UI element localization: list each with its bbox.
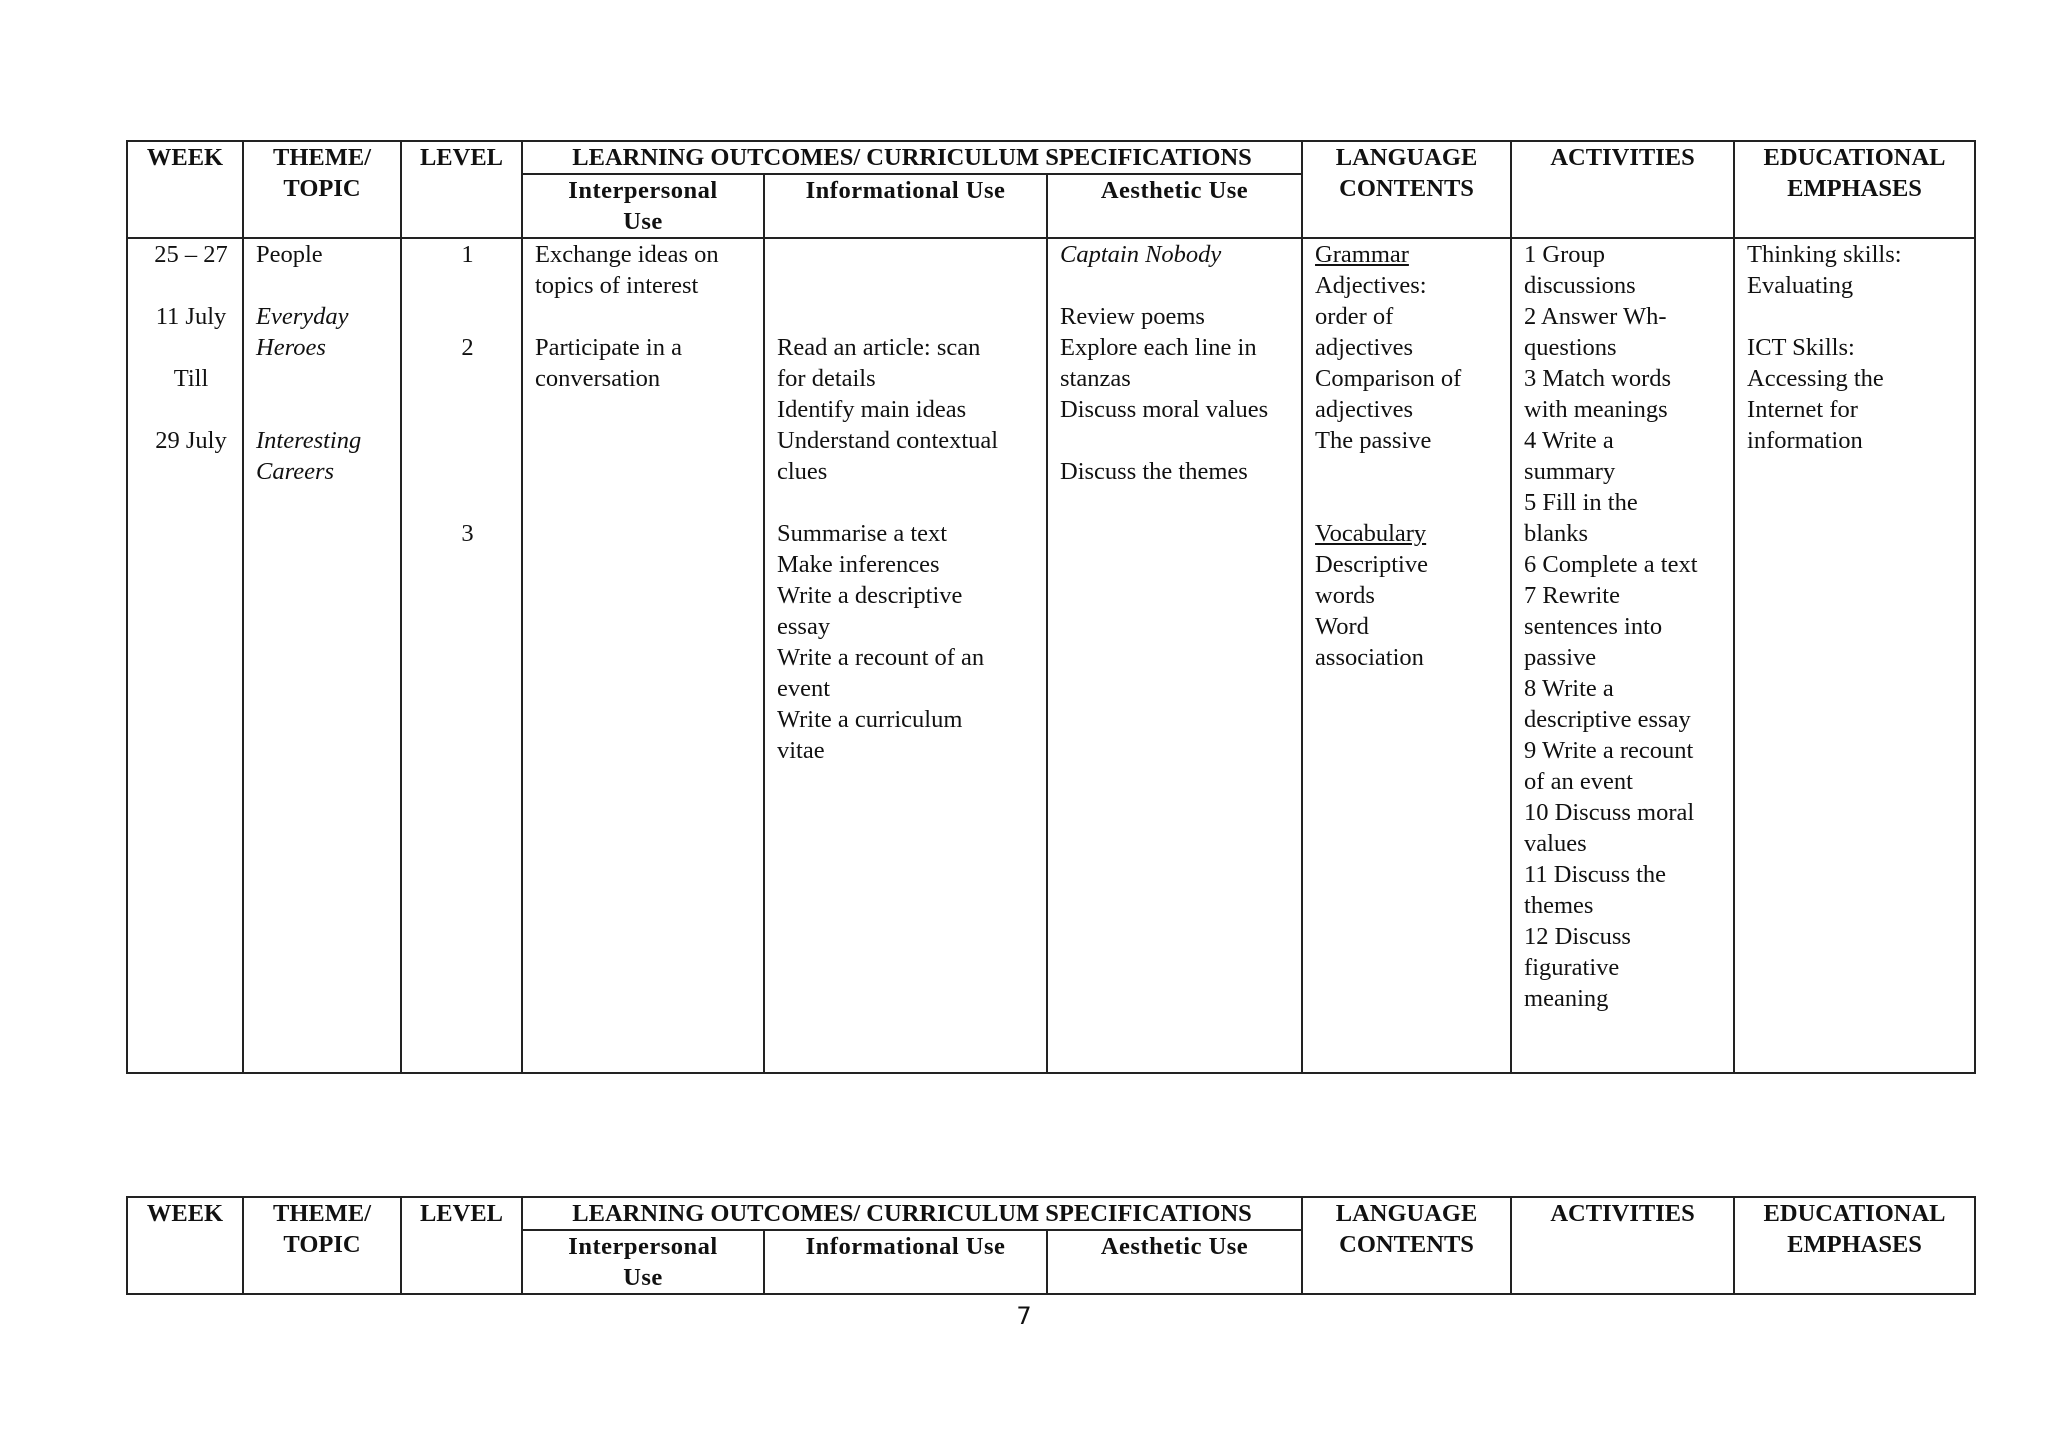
header-week: WEEK: [127, 141, 243, 238]
aesthetic-cell: Captain Nobody Review poems Explore each line in stanzas Discuss moral values Discuss the themes: [1047, 238, 1302, 1073]
week-cell: 25 – 27 11 July Till 29 July: [127, 238, 243, 1073]
header-educational-emphases: EDUCATIONAL EMPHASES: [1734, 1197, 1975, 1294]
header-activities: ACTIVITIES: [1511, 1197, 1734, 1294]
page-number: 7: [1016, 1302, 1032, 1330]
language-contents-cell: Grammar Adjectives: order of adjectives Comparison of adjectives The passive Vocabulary Descriptive words Word association: [1302, 238, 1511, 1073]
header-row: [127, 1197, 1975, 1230]
header-aesthetic-use: Aesthetic Use: [1047, 1230, 1302, 1294]
header-language-contents: LANGUAGE CONTENTS: [1302, 1197, 1511, 1294]
header-activities: ACTIVITIES: [1511, 141, 1734, 238]
header-level: LEVEL: [401, 141, 522, 238]
header-language-contents: LANGUAGE CONTENTS: [1302, 141, 1511, 238]
header-learning-outcomes: LEARNING OUTCOMES/ CURRICULUM SPECIFICATIONS: [522, 1197, 1302, 1230]
header-row: [127, 141, 1975, 174]
header-informational-use: Informational Use: [764, 174, 1047, 238]
informational-cell: Read an article: scan for details Identify main ideas Understand contextual clues Summarise a text Make inferences Write a descriptive essay Write a recount of an event Write a curriculum vitae: [764, 238, 1047, 1073]
header-theme-topic: THEME/ TOPIC: [243, 1197, 401, 1294]
educational-emphases-cell: Thinking skills: Evaluating ICT Skills: Accessing the Internet for information: [1734, 238, 1975, 1073]
header-educational-emphases: EDUCATIONAL EMPHASES: [1734, 141, 1975, 238]
scheme-of-work-table-continued: [126, 1196, 1976, 1295]
header-informational-use: Informational Use: [764, 1230, 1047, 1294]
header-theme-topic: THEME/ TOPIC: [243, 141, 401, 238]
activities-cell: 1 Group discussions 2 Answer Wh- questions 3 Match words with meanings 4 Write a summary 5 Fill in the blanks 6 Complete a text 7 Rewrite sentences into passive 8 Write a descriptive essay 9 Write a recount of an event 10 Discuss moral values 11 Discuss the themes 12 Discuss figurative meaning: [1511, 238, 1734, 1073]
header-level: LEVEL: [401, 1197, 522, 1294]
level-cell: 1 2 3: [401, 238, 522, 1073]
table-row: [127, 238, 1975, 1073]
header-interpersonal-use: Interpersonal Use: [522, 174, 764, 238]
header-aesthetic-use: Aesthetic Use: [1047, 174, 1302, 238]
interpersonal-cell: Exchange ideas on topics of interest Participate in a conversation: [522, 238, 764, 1073]
theme-cell: People Everyday Heroes Interesting Careers: [243, 238, 401, 1073]
header-learning-outcomes: LEARNING OUTCOMES/ CURRICULUM SPECIFICATIONS: [522, 141, 1302, 174]
header-week: WEEK: [127, 1197, 243, 1294]
scheme-of-work-table: [126, 140, 1976, 1074]
header-interpersonal-use: Interpersonal Use: [522, 1230, 764, 1294]
